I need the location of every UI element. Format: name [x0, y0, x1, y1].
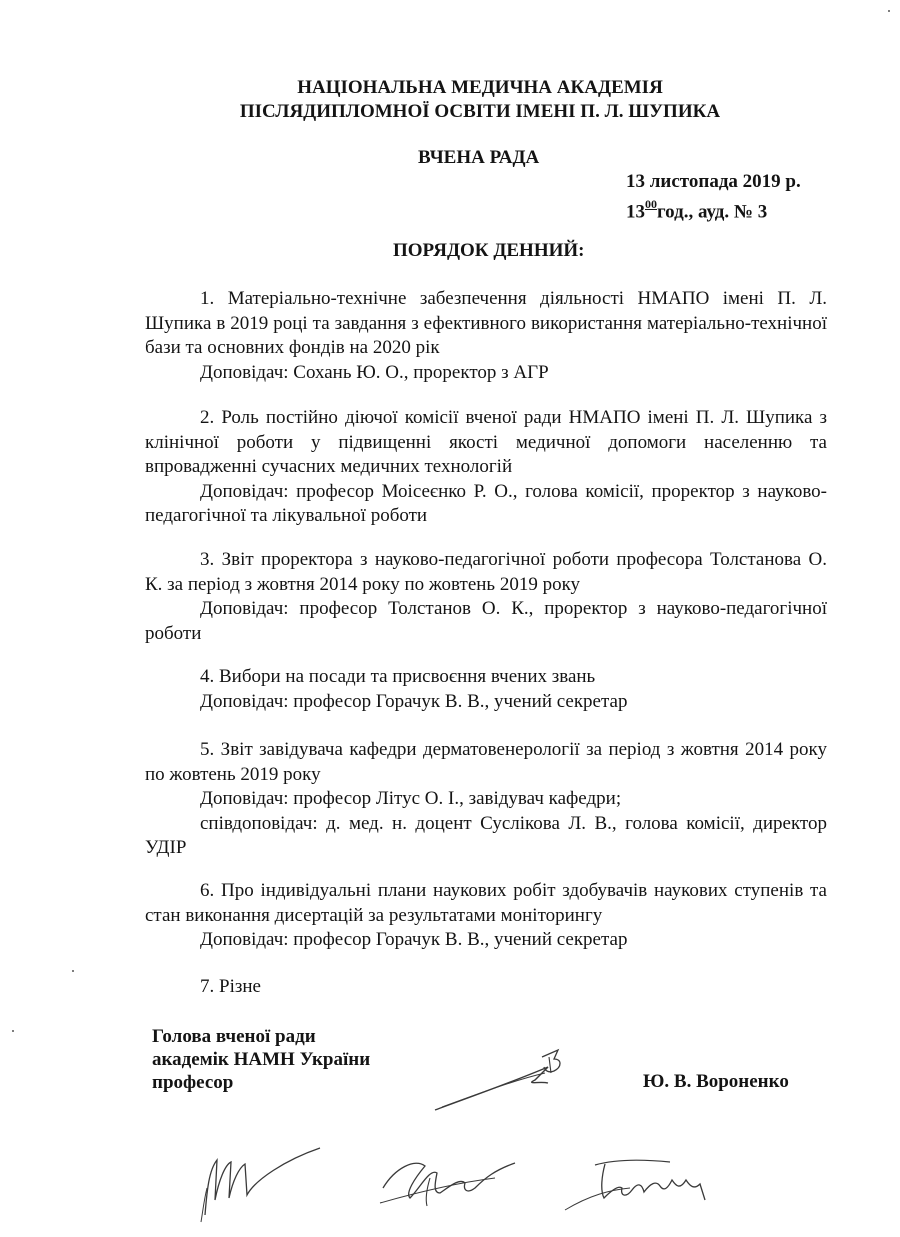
meeting-time-minutes: 00: [645, 197, 657, 211]
signatory-rank: академік НАМН України: [152, 1049, 371, 1070]
council-title: ВЧЕНА РАДА: [418, 147, 540, 168]
meeting-datetime: [626, 170, 801, 224]
agenda-item-speaker: Доповідач: професор Толстанов О. К., проректор з науково-педагогічної роботи: [145, 598, 827, 644]
scan-speck: [72, 970, 74, 972]
institution-name-line2: ПІСЛЯДИПЛОМНОЇ ОСВІТИ ІМЕНІ П. Л. ШУПИКА: [239, 101, 721, 122]
institution-header: [0, 76, 900, 124]
agenda-item-topic: 4. Вибори на посади та присвоєння вчених звань: [200, 666, 596, 687]
agenda-item-6: [145, 879, 827, 953]
agenda-item-speaker: Доповідач: професор Літус О. І., завідувач кафедри;: [200, 788, 622, 809]
agenda-item-1: [145, 287, 827, 385]
agenda-item-topic: 6. Про індивідуальні плани наукових робіт здобувачів наукових ступенів та стан виконання дисертацій за результатами моніторингу: [145, 880, 827, 926]
agenda-item-speaker: Доповідач: професор Горачук В. В., учений секретар: [200, 929, 628, 950]
agenda-item-speaker: Доповідач: професор Горачук В. В., учений секретар: [200, 690, 628, 712]
agenda-item-topic: 2. Роль постійно діючої комісії вченої ради НМАПО імені П. Л. Шупика з клінічної роботи у підвищенні якості медичної допомоги населенню та впровадженні сучасних медичних технологій: [145, 407, 827, 477]
chairman-signature: [430, 1045, 580, 1115]
agenda-item-7: [145, 975, 827, 1000]
agenda-item-topic: 7. Різне: [200, 976, 261, 997]
scan-speck: [888, 10, 890, 12]
signatory-name: Ю. В. Вороненко: [643, 1071, 789, 1092]
agenda-item-3: [145, 548, 827, 646]
member-signature-3: [560, 1150, 730, 1220]
agenda-item-speaker: Доповідач: Сохань Ю. О., проректор з АГР: [200, 361, 549, 383]
scan-speck: [12, 1030, 14, 1032]
agenda-item-topic: 3. Звіт проректора з науково-педагогічної роботи професора Толстанова О. К. за період з жовтня 2014 року по жовтень 2019 року: [145, 549, 827, 595]
signatory-degree: професор: [152, 1072, 234, 1093]
agenda-item-topic: 1. Матеріально-технічне забезпечення діяльності НМАПО імені П. Л. Шупика в 2019 році та завдання з ефективного використання матеріально-технічної бази та основних фондів на 2020 рік: [145, 288, 827, 358]
meeting-date: 13 листопада 2019 р.: [626, 171, 801, 192]
institution-name-line1: НАЦІОНАЛЬНА МЕДИЧНА АКАДЕМІЯ: [297, 77, 663, 98]
agenda-item-2: [145, 406, 827, 529]
agenda-item-speaker: Доповідач: професор Моісеєнко Р. О., голова комісії, проректор з науково-педагогічної та лікувальної роботи: [145, 480, 827, 526]
agenda-item-cospeaker: співдоповідач: д. мед. н. доцент Суслікова Л. В., голова комісії, директор УДІР: [145, 812, 827, 858]
signatory-title: [152, 1025, 370, 1094]
member-signature-1: [195, 1140, 335, 1230]
meeting-time-room: год., ауд. № 3: [657, 201, 768, 223]
agenda-item-4: [145, 665, 827, 714]
signatory-position: Голова вченої ради: [152, 1026, 316, 1047]
meeting-time-hour: 13: [626, 201, 645, 223]
member-signature-2: [375, 1148, 525, 1218]
agenda-title: ПОРЯДОК ДЕННИЙ:: [393, 240, 585, 261]
meeting-time: [626, 194, 801, 224]
agenda-item-5: [145, 738, 827, 861]
agenda-item-topic: 5. Звіт завідувача кафедри дерматовенерології за період з жовтня 2014 року по жовтень 2019 року: [145, 739, 827, 785]
